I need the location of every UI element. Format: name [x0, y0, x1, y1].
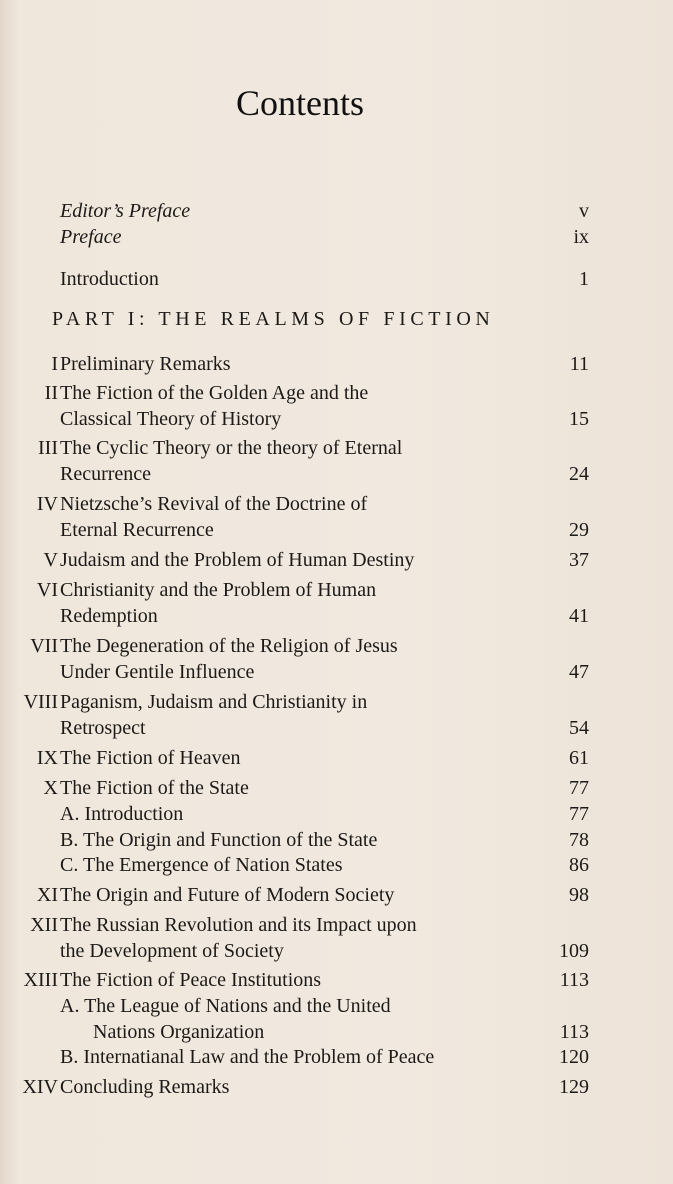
chapter-number: II: [44, 382, 58, 404]
entry-title: The Cyclic Theory or the theory of Eternal: [60, 437, 403, 459]
entry-title: Introduction: [60, 268, 159, 290]
chapter-number: VIII: [23, 691, 58, 713]
entry-title: A. Introduction: [60, 803, 184, 825]
page-number: 109: [559, 940, 589, 962]
entry-title: Redemption: [60, 605, 158, 627]
entry-title: The Origin and Future of Modern Society: [60, 884, 395, 906]
page-number: 37: [569, 549, 589, 571]
entry-title: The Fiction of the Golden Age and the: [60, 382, 369, 404]
page-number: 120: [559, 1046, 589, 1068]
page-number: 29: [569, 519, 589, 541]
entry-title: B. The Origin and Function of the State: [60, 829, 378, 851]
page-number: 61: [569, 747, 589, 769]
entry-title: Preliminary Remarks: [60, 353, 231, 375]
entry-title: Concluding Remarks: [60, 1076, 230, 1098]
entry-title: Under Gentile Influence: [60, 661, 255, 683]
page-number: ix: [573, 226, 589, 248]
page-number: 78: [569, 829, 589, 851]
page-number: 1: [579, 268, 589, 290]
page-number: 113: [559, 969, 589, 991]
chapter-number: XIII: [23, 969, 58, 991]
entry-title: The Fiction of Peace Institutions: [60, 969, 322, 991]
page-number: 11: [569, 353, 589, 375]
chapter-number: V: [43, 549, 58, 571]
page-number: 77: [569, 803, 589, 825]
page-number: 86: [569, 854, 589, 876]
entry-title: Recurrence: [60, 463, 152, 485]
page-number: 47: [569, 661, 589, 683]
chapter-number: IX: [36, 747, 58, 769]
chapter-number: XII: [30, 914, 58, 936]
entry-title: The Fiction of the State: [60, 777, 249, 799]
page-number: 113: [559, 1021, 589, 1043]
chapter-number: IV: [36, 493, 58, 515]
chapter-number: XIV: [22, 1076, 58, 1098]
entry-title: Preface: [60, 226, 122, 248]
entry-title: Nations Organization: [93, 1021, 265, 1043]
page-number: v: [579, 200, 589, 222]
entry-title: The Russian Revolution and its Impact upon: [60, 914, 417, 936]
page-number: 54: [569, 717, 589, 739]
page-number: 24: [569, 463, 589, 485]
chapter-number: VII: [30, 635, 58, 657]
chapter-number: III: [38, 437, 58, 459]
entry-title: A. The League of Nations and the United: [60, 995, 391, 1017]
entry-title: Paganism, Judaism and Christianity in: [60, 691, 368, 713]
part-heading: PART I: THE REALMS OF FICTION: [52, 308, 495, 330]
entry-title: C. The Emergence of Nation States: [60, 854, 343, 876]
page-number: 129: [559, 1076, 589, 1098]
page-number: 15: [569, 408, 589, 430]
entry-title: Christianity and the Problem of Human: [60, 579, 377, 601]
chapter-number: VI: [36, 579, 58, 601]
entry-title: Classical Theory of History: [60, 408, 282, 430]
chapter-number: X: [43, 777, 58, 799]
entry-title: Eternal Recurrence: [60, 519, 214, 541]
page-number: 41: [569, 605, 589, 627]
entry-title: B. Internatianal Law and the Problem of Peace: [60, 1046, 435, 1068]
entry-title: Nietzsche’s Revival of the Doctrine of: [60, 493, 368, 515]
entry-title: Judaism and the Problem of Human Destiny: [60, 549, 415, 571]
entry-title: The Degeneration of the Religion of Jesus: [60, 635, 398, 657]
page-number: 77: [569, 777, 589, 799]
chapter-number: XI: [36, 884, 58, 906]
entry-title: Editor’s Preface: [60, 200, 191, 222]
entry-title: Retrospect: [60, 717, 146, 739]
entry-title: The Fiction of Heaven: [60, 747, 241, 769]
page-title: Contents: [235, 83, 364, 123]
page-number: 98: [569, 884, 589, 906]
entry-title: the Development of Society: [60, 940, 284, 962]
chapter-number: I: [51, 353, 58, 375]
